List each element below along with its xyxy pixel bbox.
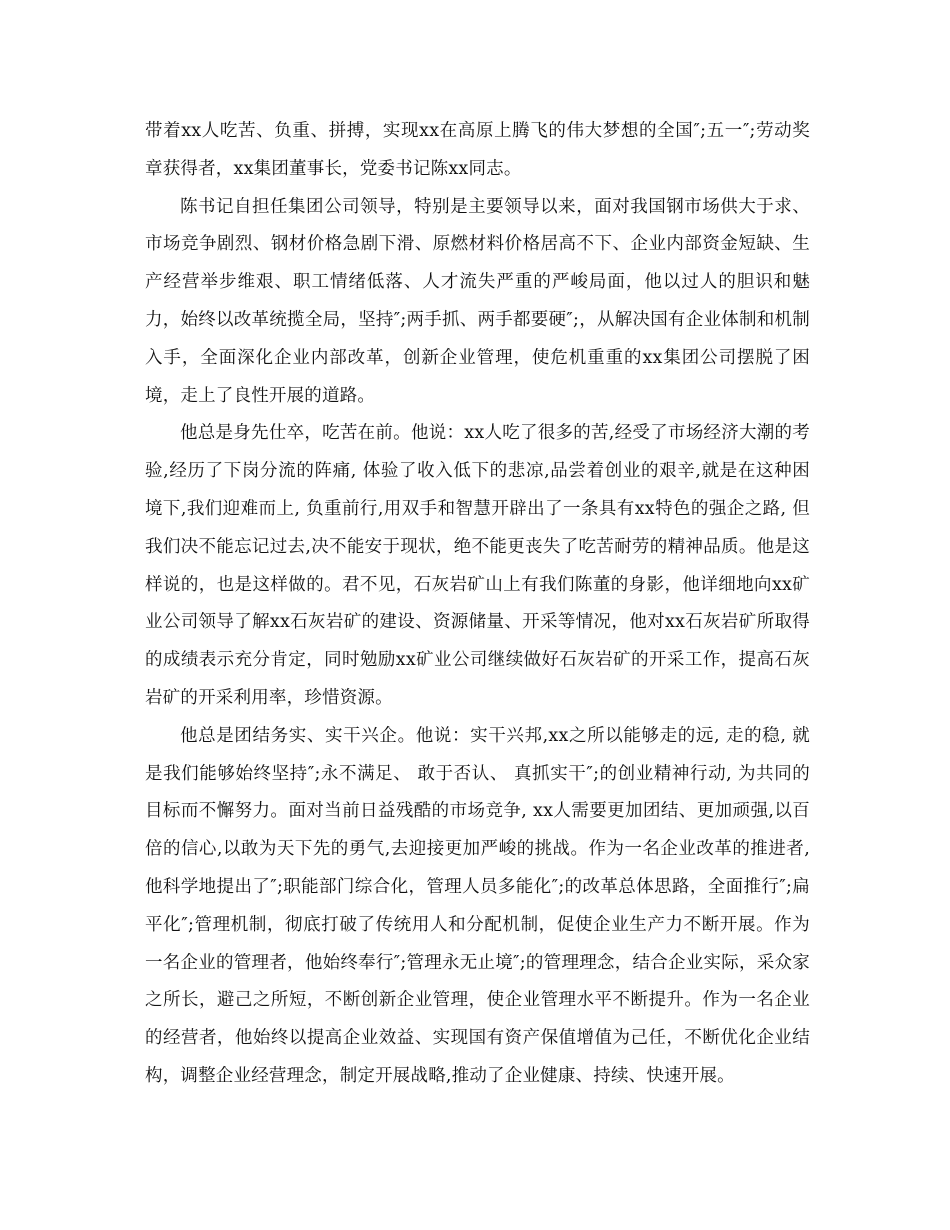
paragraph-3: 他总是身先仕卒，吃苦在前。他说：xx人吃了很多的苦,经受了市场经济大潮的考验,经历了下岗分流的阵痛, 体验了收入低下的悲凉,品尝着创业的艰辛,就是在这种困境下,我们迎难而上, 负重前行,用双手和智慧开辟出了一条具有xx特色的强企之路, 但我们决不能忘记过去,决不能安于现状，绝不能更丧失了吃苦耐劳的精神品质。他是这样说的，也是这样做的。君不见，石灰岩矿山上有我们陈董的身影，他详细地向xx矿业公司领导了解xx石灰岩矿的建设、资源储量、开采等情况，他对xx石灰岩矿所取得的成绩表示充分肯定，同时勉励xx矿业公司继续做好石灰岩矿的开采工作，提高石灰岩矿的开采利用率，珍惜资源。 <box>145 423 810 708</box>
paragraph-4: 他总是团结务实、实干兴企。他说：实干兴邦,xx之所以能够走的远, 走的稳, 就是我们能够始终坚持″;永不满足、 敢于否认、 真抓实干″;的创业精神行动, 为共同的目标而不懈努力。面对当前日益残酷的市场竞争, xx人需要更加团结、更加顽强,以百倍的信心,以敢为天下先的勇气,去迎接更加严峻的挑战。作为一名企业改革的推进者, 他科学地提出了″;职能部门综合化，管理人员多能化″;的改革总体思路，全面推行″;扁平化″;管理机制，彻底打破了传统用人和分配机制，促使企业生产力不断开展。作为一名企业的管理者，他始终奉行″;管理永无止境″;的管理理念，结合企业实际，采众家之所长，避己之所短，不断创新企业管理，使企业管理水平不断提升。作为一名企业的经营者，他始终以提高企业效益、实现国有资产保值增值为己任，不断优化企业结构，调整企业经营理念，制定开展战略,推动了企业健康、持续、快速开展。 <box>145 725 810 1086</box>
paragraph-2: 陈书记自担任集团公司领导，特别是主要领导以来，面对我国钢市场供大于求、市场竞争剧烈、钢材价格急剧下滑、原燃材料价格居高不下、企业内部资金短缺、生产经营举步维艰、职工情绪低落、人才流失严重的严峻局面，他以过人的胆识和魅力，始终以改革统揽全局，坚持″;两手抓、两手都要硬″;，从解决国有企业体制和机制入手，全面深化企业内部改革，创新企业管理，使危机重重的xx集团公司摆脱了困境，走上了良性开展的道路。 <box>145 196 810 406</box>
document-body <box>145 113 810 1096</box>
paragraph-1: 带着xx人吃苦、负重、拼搏，实现xx在高原上腾飞的伟大梦想的全国″;五一″;劳动奖章获得者，xx集团董事长，党委书记陈xx同志。 <box>145 121 810 179</box>
